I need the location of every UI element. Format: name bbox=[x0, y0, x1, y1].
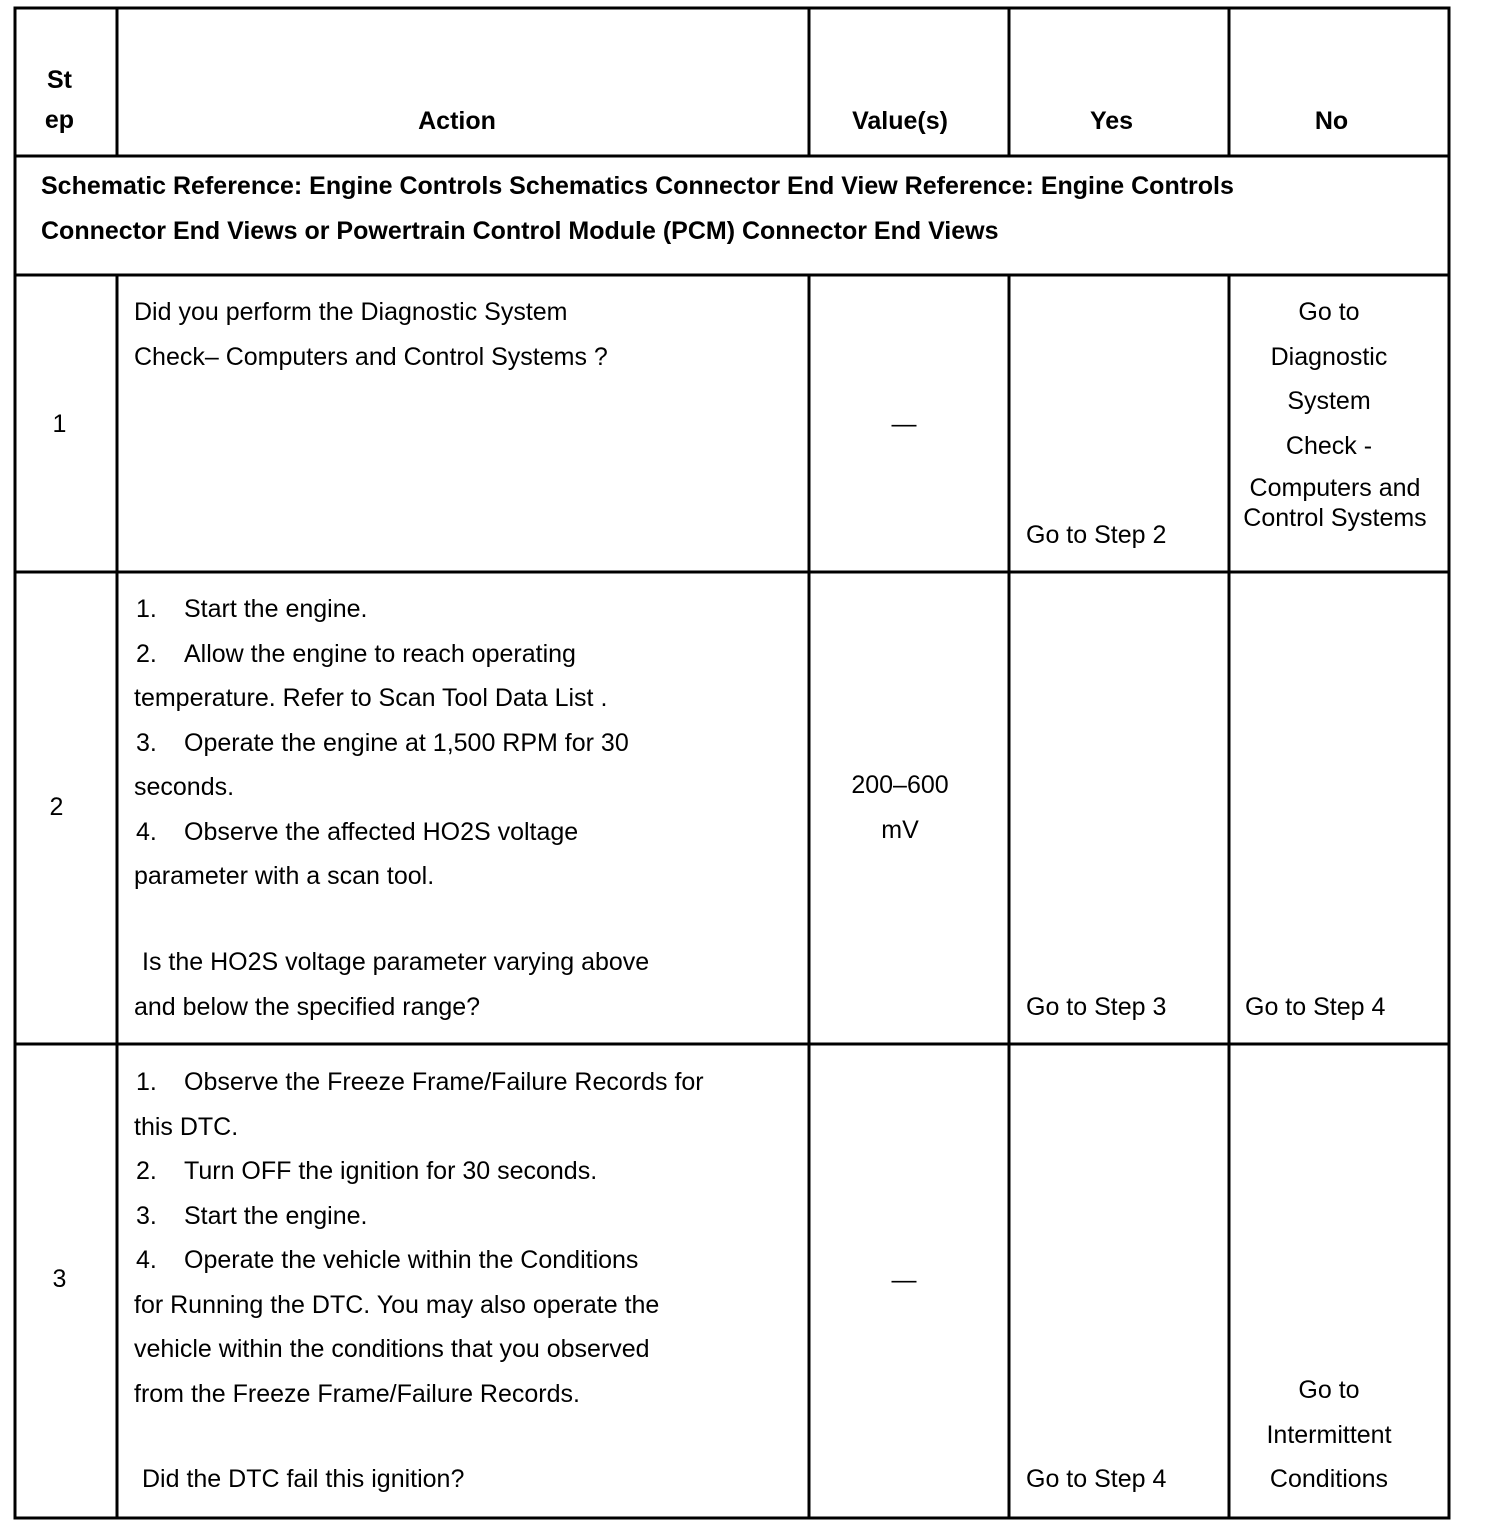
header-values: Value(s) bbox=[852, 107, 948, 135]
row1-no-line3: System bbox=[1287, 387, 1371, 415]
row1-no-line6: Control Systems bbox=[1243, 504, 1427, 532]
reference-line2: Connector End Views or Powertrain Control Module (PCM) Connector End Views bbox=[41, 216, 999, 245]
list-item bbox=[134, 810, 629, 855]
item-number: 4. bbox=[136, 817, 157, 846]
row1-step: 1 bbox=[52, 410, 67, 438]
list-item-continuation: temperature. Refer to Scan Tool Data List . bbox=[134, 684, 608, 712]
header-action: Action bbox=[418, 107, 496, 135]
row3-question: Did the DTC fail this ignition? bbox=[142, 1465, 465, 1493]
header-step bbox=[17, 60, 102, 140]
row1-action-line1: Did you perform the Diagnostic System bbox=[134, 298, 568, 326]
item-number: 1. bbox=[136, 595, 157, 623]
item-text: Start the engine. bbox=[184, 595, 368, 623]
list-item-continuation: from the Freeze Frame/Failure Records. bbox=[134, 1379, 580, 1408]
row1-no-line4: Check - bbox=[1285, 431, 1373, 460]
row2-no: Go to Step 4 bbox=[1245, 993, 1386, 1021]
row1-yes: Go to Step 2 bbox=[1026, 521, 1167, 549]
row3-no-line1: Go to bbox=[1298, 1376, 1360, 1404]
row1-action-line2: Check– Computers and Control Systems ? bbox=[134, 342, 608, 371]
list-item bbox=[134, 1149, 704, 1194]
schematic-reference bbox=[41, 164, 1234, 253]
item-text: Observe the Freeze Frame/Failure Records for bbox=[184, 1068, 704, 1096]
list-item bbox=[134, 632, 629, 677]
row3-value: — bbox=[891, 1266, 917, 1294]
row2-step: 2 bbox=[49, 793, 64, 821]
row2-question-line2: and below the specified range? bbox=[134, 992, 481, 1021]
item-text: Observe the affected HO2S voltage bbox=[184, 817, 579, 846]
row1-no-line5: Computers and bbox=[1249, 474, 1421, 502]
header-no: No bbox=[1314, 107, 1349, 135]
item-number: 2. bbox=[136, 1157, 157, 1185]
list-item-continuation: this DTC. bbox=[134, 1112, 239, 1141]
row1-no-cont bbox=[1229, 473, 1441, 533]
item-number: 3. bbox=[136, 728, 157, 757]
row1-no bbox=[1229, 290, 1429, 468]
list-item bbox=[134, 1060, 704, 1105]
row1-value: — bbox=[891, 410, 917, 438]
header-yes: Yes bbox=[1089, 107, 1134, 135]
row1-no-line2: Diagnostic bbox=[1270, 342, 1388, 371]
row2-question-line1: Is the HO2S voltage parameter varying above bbox=[142, 948, 650, 976]
item-number: 3. bbox=[136, 1201, 157, 1230]
item-text: Allow the engine to reach operating bbox=[184, 639, 576, 668]
row2-value bbox=[800, 763, 1000, 852]
row2-action bbox=[134, 587, 629, 899]
header-step-line1: St bbox=[47, 66, 72, 94]
list-item-continuation: vehicle within the conditions that you observed bbox=[134, 1335, 650, 1363]
row1-action bbox=[134, 290, 608, 379]
list-item bbox=[134, 587, 629, 632]
list-item-continuation: parameter with a scan tool. bbox=[134, 862, 435, 890]
item-text: Turn OFF the ignition for 30 seconds. bbox=[184, 1157, 598, 1185]
list-item-continuation: for Running the DTC. You may also operate the bbox=[134, 1290, 660, 1319]
row3-no-line2: Intermittent bbox=[1266, 1420, 1392, 1449]
item-number: 2. bbox=[136, 639, 157, 668]
row3-no bbox=[1229, 1368, 1429, 1502]
item-text: Start the engine. bbox=[184, 1201, 368, 1230]
row3-yes: Go to Step 4 bbox=[1026, 1465, 1167, 1493]
list-item bbox=[134, 721, 629, 766]
row3-action bbox=[134, 1060, 704, 1416]
item-number: 4. bbox=[136, 1246, 157, 1274]
item-text: Operate the engine at 1,500 RPM for 30 bbox=[184, 728, 629, 757]
reference-line1: Schematic Reference: Engine Controls Schematics Connector End View Reference: Engine Controls bbox=[41, 172, 1234, 200]
row2-value-line2: mV bbox=[881, 815, 919, 844]
row2-value-line1: 200–600 bbox=[851, 771, 949, 799]
item-number: 1. bbox=[136, 1068, 157, 1096]
row1-no-line1: Go to bbox=[1298, 298, 1360, 326]
header-step-line2: ep bbox=[44, 106, 75, 134]
item-text: Operate the vehicle within the Conditions bbox=[184, 1246, 639, 1274]
row3-step: 3 bbox=[52, 1265, 67, 1293]
row2-question bbox=[134, 940, 649, 1029]
list-item bbox=[134, 1238, 704, 1283]
list-item-continuation: seconds. bbox=[134, 773, 235, 801]
row2-yes: Go to Step 3 bbox=[1026, 993, 1167, 1021]
list-item bbox=[134, 1194, 704, 1239]
row3-no-line3: Conditions bbox=[1269, 1465, 1389, 1493]
